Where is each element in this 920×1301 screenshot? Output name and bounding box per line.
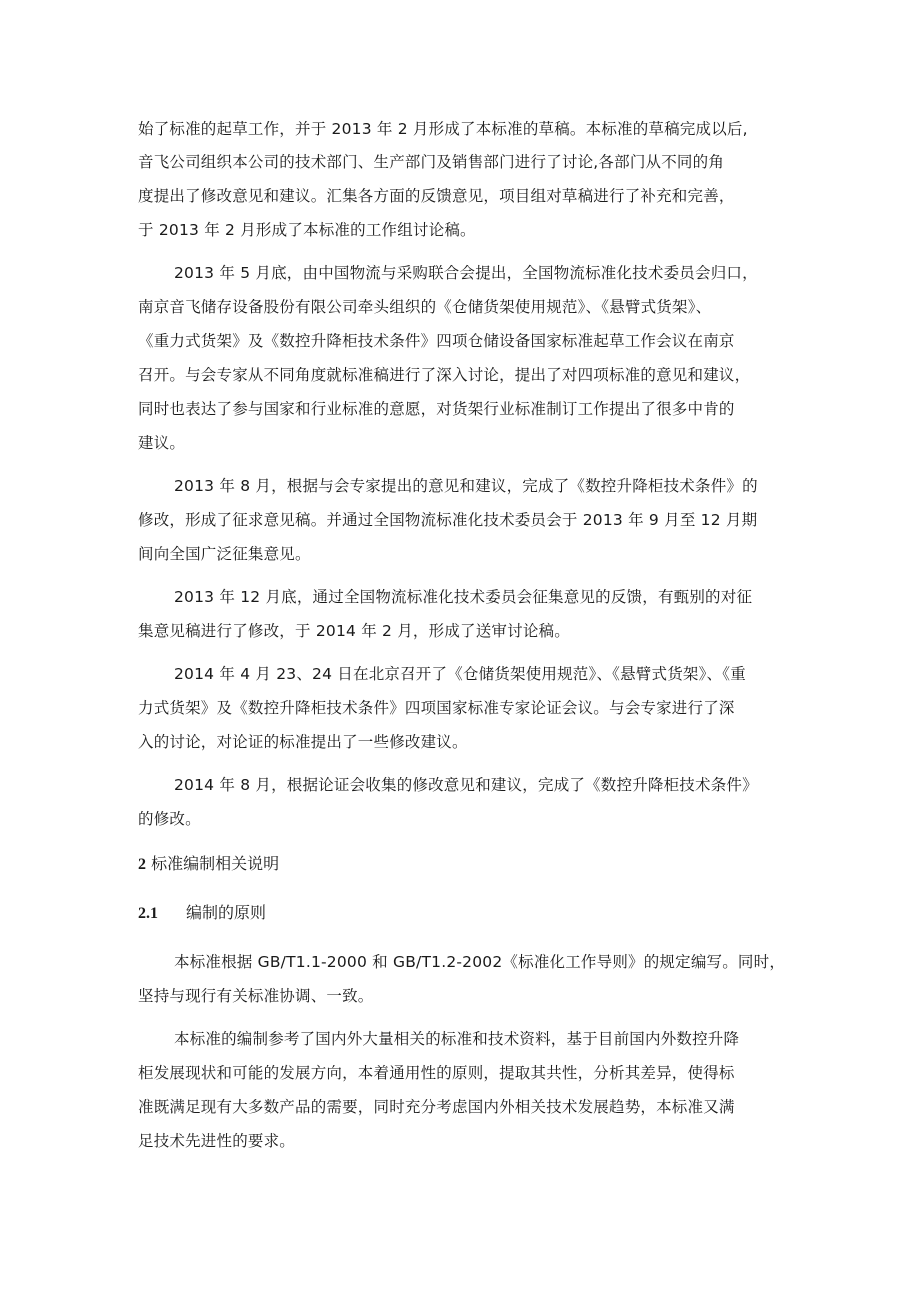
body-line: 力式货架》及《数控升降柜技术条件》四项国家标准专家论证会议。与会专家进行了深 [138,699,735,717]
body-line: 2014 年 4 月 23、24 日在北京召开了《仓储货架使用规范》、《悬臂式货架》、《重 [174,665,746,683]
body-line: 坚持与现行有关标准协调、一致。 [138,987,374,1005]
subsection-number: 2.1 [138,905,158,922]
body-line: 2013 年 12 月底，通过全国物流标准化技术委员会征集意见的反馈，有甄别的对征 [174,588,753,606]
body-line: 本标准的编制参考了国内外大量相关的标准和技术资料，基于目前国内外数控升降 [174,1030,740,1048]
body-line: 入的讨论，对论证的标准提出了一些修改建议。 [138,733,468,751]
body-line: 足技术先进性的要求。 [138,1132,296,1150]
body-line: 建议。 [138,434,186,452]
body-line: 2013 年 8 月，根据与会专家提出的意见和建议，完成了《数控升降柜技术条件》的 [174,477,758,495]
section-number: 2 [138,856,146,873]
body-line: 始了标准的起草工作，并于 2013 年 2 月形成了本标准的草稿。本标准的草稿完成以后, [138,120,748,138]
body-line: 度提出了修改意见和建议。汇集各方面的反馈意见，项目组对草稿进行了补充和完善， [138,187,735,205]
section-title: 标准编制相关说明 [151,854,280,873]
section-heading [138,853,279,876]
subsection-title: 编制的原则 [186,903,267,922]
body-line: 的修改。 [138,810,201,828]
body-line: 召开。与会专家从不同角度就标准稿进行了深入讨论，提出了对四项标准的意见和建议， [138,366,751,384]
body-line: 2013 年 5 月底，由中国物流与采购联合会提出，全国物流标准化技术委员会归口， [174,264,758,282]
body-line: 音飞公司组织本公司的技术部门、生产部门及销售部门进行了讨论,各部门从不同的角 [138,153,725,171]
body-line: 本标准根据 GB/T1.1-2000 和 GB/T1.2-2002《标准化工作导则》的规定编写。同时， [174,953,786,971]
body-line: 于 2013 年 2 月形成了本标准的工作组讨论稿。 [138,221,476,239]
body-line: 柜发展现状和可能的发展方向，本着通用性的原则，提取其共性，分析其差异，使得标 [138,1064,735,1082]
body-line: 修改，形成了征求意见稿。并通过全国物流标准化技术委员会于 2013 年 9 月至 12 月期 [138,511,758,529]
body-line: 《重力式货架》及《数控升降柜技术条件》四项仓储设备国家标准起草工作会议在南京 [138,332,735,350]
body-line: 南京音飞储存设备股份有限公司牵头组织的《仓储货架使用规范》、《悬臂式货架》、 [138,298,712,316]
subsection-heading [138,902,266,925]
body-line: 集意见稿进行了修改，于 2014 年 2 月，形成了送审讨论稿。 [138,622,570,640]
body-line: 间向全国广泛征集意见。 [138,545,311,563]
body-line: 准既满足现有大多数产品的需要，同时充分考虑国内外相关技术发展趋势，本标准又满 [138,1098,735,1116]
body-line: 2014 年 8 月，根据论证会收集的修改意见和建议，完成了《数控升降柜技术条件》 [174,776,758,794]
body-line: 同时也表达了参与国家和行业标准的意愿，对货架行业标准制订工作提出了很多中肯的 [138,400,735,418]
